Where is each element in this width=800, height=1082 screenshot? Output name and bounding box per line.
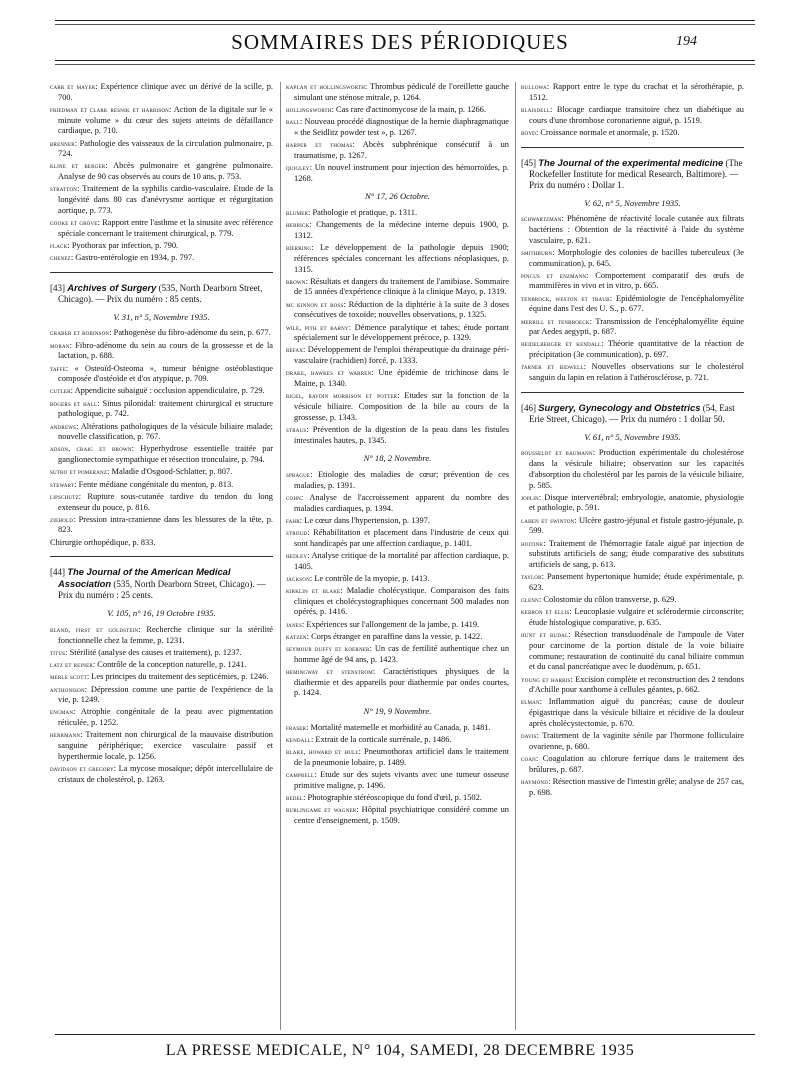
article-entry [286,793,509,804]
article-entry [50,730,273,762]
article-authors: tenbrock, weston et traub [521,293,610,303]
article-entry [50,386,273,397]
article-authors: campbell [286,770,315,780]
article-title: : Démence paralytique et tabes; étude portant spécialement sur le développement précoce, p. 1329. [294,322,509,343]
article-title: : Stérilité (analyse des causes et traitement), p. 1237. [65,647,242,657]
article-entry [50,422,273,443]
article-entry [286,220,509,241]
article-authors: fraser [286,722,307,732]
article-title: : Traitement de la syphilis cardio-vasculaire. Etude de la longévité dans 80 cas d'anévrysme aortique et régurgitation aortique, p. 773. [58,184,273,215]
article-title: : Etiologie des maladies de cœur; prévention de ces maladies, p. 1391. [294,470,509,490]
issue-heading: N° 18, 2 Novembre. [363,453,432,464]
article-entry [286,345,509,366]
article-entry [50,515,273,536]
article-title: : Morphologie des colonies de bacilles tuberculeux (3e communication), p. 645. [529,247,744,268]
article-authors: mc kinnon et ross [286,299,344,309]
article-entry [286,620,509,631]
article-entry [521,777,744,798]
article-title: : Développement de l'emploi thérapeutique du drainage péri-vasculaire (rachidien) forcé, p. 1333. [294,345,509,366]
journal-name: The Journal of the experimental medicine [538,156,724,168]
article-title: : Production expérimentale du cholestérose dans la vésicule biliaire; observation sur les capacités d'absorption du cholestérol par les parois de la vésicule biliaire, p. 585. [529,448,744,490]
article-authors: sutro et pomeranz [50,467,108,477]
article-entry [50,660,273,671]
article-authors: herrmann [50,730,81,740]
article-entry [286,770,509,791]
article-authors: engman [50,707,74,717]
article-authors: anthonison [50,684,85,694]
article-title: : Traitement non chirurgical de la mauvaise distribution sanguine périphérique; exercice vasculaire passif et hyperthermie locale, p. 1256. [58,730,273,761]
column-divider [515,82,516,1030]
article-authors: lahen et swinton [521,515,575,525]
article-entry [286,528,509,549]
issue-heading: V. 61, n° 5, Novembre 1935. [584,431,681,442]
article-authors: stratton [50,184,78,194]
issue-heading: V. 105, n° 16, 19 Octobre 1935. [107,608,216,619]
article-title: : Une épidémie de trichinose dans le Maine, p. 1340. [294,368,509,389]
article-entry [521,697,744,729]
footer-text: LA PRESSE MEDICALE, N° 104, SAMEDI, 28 DECEMBRE 1935 [165,1042,635,1059]
article-entry [286,644,509,665]
article-entry [286,747,509,768]
article-entry [521,362,744,383]
article-entry [286,300,509,321]
article-entry [50,538,273,549]
article-title: : Fente médiane congénitale du menton, p. 813. [74,479,234,489]
article-title: : Pression intra-cranienne dans les blessures de la tête, p. 823. [58,514,273,535]
article-authors: lipschutz [50,491,79,501]
article-title: : Dépression comme une partie de l'expérience de la vie, p. 1249. [58,684,273,705]
article-entry [50,399,273,420]
article-title: : Traitement de la vaginite sénile par l'hormone folliculaire ovarienne, p. 680. [529,731,744,751]
article-title: : Rapport entre l'asthme et la sinusite avec référence spéciale concernant le traitement chirurgical, p. 779. [58,217,274,238]
article-authors: titus [50,647,66,657]
article-authors: andrews [50,421,77,431]
article-entry [521,731,744,752]
article-title: : Recherche clinique sur la stérilité fonctionnelle chez la femme, p. 1231. [58,625,274,645]
article-entry [521,754,744,775]
article-entry [286,516,509,527]
article-entry [521,339,744,360]
article-entry [286,551,509,572]
article-title: : Photographie stéréoscopique du fond d'œil, p. 1502. [303,792,482,802]
article-entry [521,595,744,606]
article-authors: katzen [286,631,307,641]
article-entry [50,444,273,465]
article-entry [521,271,744,292]
article-title: : Mortalité maternelle et morbidité au Canada, p. 1481. [306,722,491,732]
article-entry [521,607,744,628]
article-entry [286,105,509,116]
page-number: 194 [676,34,697,49]
article-entry [50,672,273,683]
separator [521,392,744,393]
article-title: : Altérations pathologiques de la vésicule biliaire malade; nouvelle classification, p. 767. [58,421,273,442]
header-rule [55,60,755,61]
article-entry [521,448,744,491]
article-title: : Prévention de la digestion de la peau dans les fistules intestinales hautes, p. 1345. [294,424,509,445]
article-title: : Pneumothorax artificiel dans le traitement de la pneumonie lobaire, p. 1489. [294,747,509,767]
journal-heading: [43] Archives of Surgery (535, North Dearborn Street, Chicago). — Prix du numéro : 85 cents. [50,281,263,304]
article-title: : Transmission de l'encéphalomyélite équine par Aedes aegypti, p. 687. [529,316,745,337]
top-rule-thin [55,24,755,25]
article-authors: haymond [521,776,549,786]
article-entry [50,105,273,137]
article-title: : Epidémiologie de l'encéphalomyélite équine dans l'est des U. S., p. 677. [529,293,744,314]
article-authors: kline et berger [50,161,106,171]
article-title: : Réduction de la diphtérie à la suite de 3 doses consécutives de toxoïde; nouvelles observations, p. 1325. [294,299,510,320]
article-title: : « Osteoïd-Osteoma », tumeur bénigne ostéoblastique composée d'ostéoïde et d'os atypique, p. 709. [58,363,273,384]
article-authors: bullowa [521,82,547,91]
article-title: : Sinus pilonidal: traitement chirurgical et structure pathologique, p. 742. [58,398,273,419]
article-authors: hedley [286,550,308,560]
article-entry [521,317,744,338]
article-title: : Un nouvel instrument pour injection des hémorroïdes, p. 1268. [294,162,509,183]
article-title: : Gastro-entérologie en 1934, p. 797. [70,253,195,263]
article-authors: harper et thomas [286,140,353,150]
article-title: : Atrophie congénitale de la peau avec pigmentation réticulée, p. 1252. [58,707,273,728]
article-title: : Nouveau procédé diagnostique de la hernie diaphragmatique « the Seidlitz powder test », p. 1267. [294,117,509,137]
article-title: : Rupture sous-cutanée tardive du tendon du long extenseur du pouce, p. 816. [58,491,273,512]
article-entry [50,139,273,160]
article-title: : Pyothorax par infection, p. 790. [67,240,179,250]
article-title: : Blocage cardiaque transitoire chez un diabétique au cours d'une thrombose coronarienne aiguë, p. 1519. [529,104,744,125]
issue-heading: V. 31, n° 5, Novembre 1935. [113,311,210,322]
article-entry [521,214,744,246]
article-authors: friedman et clark resnik et harrison [50,104,169,114]
article-entry [50,364,273,385]
article-entry [286,208,509,219]
article-title: : Résultats et dangers du traitement de l'amibiase. Sommaire de 15 années d'expérience clinique à la clinique Mayo, p. 1319. [294,276,509,297]
article-entry [286,163,509,184]
article-title: : Pathogenèse du fibro-adénome du sein, p. 677. [109,328,271,338]
article-entry [50,492,273,513]
article-entry [286,140,509,161]
article-entry [286,574,509,585]
article-entry [286,82,509,103]
article-title: : Etude sur des sujets vivants avec une tumeur osseuse primitive maligne, p. 1496. [294,770,509,790]
article-title: : Un cas de fertilité authentique chez un homme âgé de 94 ans, p. 1423. [294,644,510,664]
article-title: : Coagulation au chlorure ferrique dans le traitement des brûlures, p. 687. [529,753,744,774]
article-title: : Corps étranger en paraffine dans la vessie, p. 1422. [306,631,483,641]
article-entry [50,161,273,182]
journal-name: Surgery, Gynecology and Obstetrics [538,401,701,413]
article-title: : Résection massive de l'intestin grêle; analyse de 257 cas, p. 698. [529,776,744,797]
article-authors: chenez [50,253,71,263]
article-authors: smithburn [521,247,553,257]
article-authors: hollingsworth [286,104,332,114]
article-authors: quigley [286,162,310,172]
article-entry [50,82,273,103]
article-authors: straus [286,424,307,434]
article-entry [286,723,509,734]
article-authors: ziehold [50,514,74,524]
article-authors: davidson et gregory [50,763,114,773]
article-authors: blake, howard et hull [286,747,359,757]
article-authors: drake, hawkes et warren [286,368,372,378]
article-title: : Abcès subphrénique consécutif à un traumatisme, p. 1267. [294,140,509,160]
article-title: : Maladie d'Osgood-Schlatter, p. 807. [107,467,233,477]
article-entry [50,328,273,339]
article-authors: latz et reiner [50,660,93,670]
article-entry [50,480,273,491]
article-entry [286,470,509,491]
article-authors: moran [50,340,70,350]
article-title: : Expériences sur l'allongement de la jambe, p. 1419. [302,619,480,629]
journal-heading: [45] The Journal of the experimental medicine (The Rockefeller Institute for medical Research, Baltimore). — Prix du numéro : Dollar 1. [521,156,743,190]
article-authors: tarner et bidwell [521,362,584,372]
article-entry [286,117,509,138]
article-authors: merle scott [50,672,87,682]
article-authors: brown [286,276,306,286]
footer-rule [55,1034,755,1035]
article-authors: janes [286,619,303,629]
article-authors: bierring [286,243,312,253]
article-authors: flack [50,240,68,250]
article-authors: hemingway et stenstrom [286,666,373,676]
article-authors: cutler [50,386,71,396]
article-authors: bedel [286,792,304,802]
article-entry [521,493,744,514]
article-title: : Contrôle de la conception naturelle, p. 1241. [92,660,247,670]
article-entry [50,253,273,264]
article-authors: kaplan et hollingsworth [286,82,366,91]
column-divider [280,82,281,1030]
article-authors: carr et mayer [50,82,96,91]
article-authors: stroud [286,528,308,538]
article-title: : Les principes du traitement des septicémies, p. 1246. [86,672,269,682]
article-authors: kebron et ellis [521,607,570,617]
article-entry [50,648,273,659]
article-authors: schwartzman [521,214,562,224]
article-entry [50,218,273,239]
article-entry [521,675,744,696]
article-title: : Excision complète et reconstruction des 2 tendons d'Achille pour xanthome à cellules géantes, p. 662. [529,674,745,695]
article-title: : Extrait de la corticale surrénale, p. 1486. [311,734,452,744]
article-entry [286,667,509,699]
article-title: : Ulcère gastro-jéjunal et fistule gastro-jéjunale, p. 599. [529,515,744,536]
article-authors: boyd [521,127,536,137]
article-title: : Le cœur dans l'hypertension, p. 1397. [299,515,430,525]
issue-heading: V. 62, n° 5, Novembre 1935. [584,197,681,208]
article-authors: glenn [521,595,539,605]
article-title: : Thrombus pédiculé de l'oreillette gauche simulant une sténose mitrale, p. 1264. [294,82,509,102]
article-entry [286,368,509,389]
article-authors: hunt et budal [521,630,569,640]
article-authors: brenner [50,138,75,148]
article-authors: sprague [286,470,311,479]
article-authors: graber et robinson [50,328,110,338]
article-authors: seymour duffy et koerner [286,644,370,654]
article-title: : Caractéristiques physiques de la diathermie et des appareils pour diathermie par ondes courtes, p. 1424. [294,666,509,698]
article-entry [286,277,509,298]
separator [521,147,744,148]
article-authors: jackson [286,573,310,583]
article-entry [286,323,509,344]
article-title: : Maladie cholécystique. Comparaison des faits cliniques et cholécystographiques concernant 500 malades non opérés, p. 1416. [294,586,509,617]
article-authors: gooke et grove [50,217,98,227]
article-title: : Hôpital psychiatrique considéré comme un centre d'enseignement, p. 1509. [294,805,509,825]
article-title: : Inflammation aiguë du pancréas; cause de douleur épigastrique dans la vésicule biliaire et récidive de la douleur après cholécystectomie, p. 670. [529,697,744,728]
article-entry [521,516,744,537]
article-authors: adson, craig et brown [50,444,132,454]
article-entry [286,735,509,746]
article-title: : Rapport entre le type du crachat et la sérothérapie, p. 1512. [529,82,744,102]
article-title: Chirurgie orthopédique, p. 833. [50,537,156,547]
article-title: : La mycose mosaïque; dépôt intercellulaire de cristaux de cholestérol, p. 1263. [58,763,273,784]
article-entry [521,82,744,103]
article-authors: hoitink [521,538,544,548]
journal-heading: [44] The Journal of the American Medical Association (535, North Dearborn Street, Chicago). — Prix du numéro : 25 cents. [50,566,266,601]
article-title: : Théorie quantitative de la réaction de précipitation (3e communication), p. 697. [529,339,744,360]
article-authors: rogers et hall [50,398,98,408]
article-title: : Phénomène de réactivité locale cutanée aux filtrats bactériens : Obtention de la réactivité à l'aide du système vasculaire, p. 621. [529,214,744,245]
article-authors: bland, first et goldstein [50,625,139,635]
article-entry [521,294,744,315]
article-authors: fahr [286,515,300,525]
journal-heading: [46] Surgery, Gynecology and Obstetrics (54, East Erie Street, Chicago). — Prix du numéro : 1 dollar 50. [521,401,735,424]
column-left [50,82,273,787]
article-authors: merrill et tenbroeck [521,316,590,326]
article-title: : Appendicite subaiguë : occlusion appendiculaire, p. 729. [70,386,265,396]
article-authors: elman [521,697,540,707]
journal-name: Archives of Surgery [67,281,157,293]
article-authors: burlingame et wagner [286,805,357,815]
issue-heading: N° 17, 26 Octobre. [365,191,430,202]
article-title: : Comportement comparatif des œufs de mammifères in vivo et in vitro, p. 665. [529,270,744,291]
article-title: : Traitement de l'hémorragie fatale aiguë par injection de substituts artificiels de sang; étude comparative des substituts artificiels de sang, p. 613. [529,538,744,569]
article-title: : Analyse de l'accroissement apparent du nombre des maladies cardiaques, p. 1394. [294,492,509,513]
article-title: : Abcès pulmonaire et gangrène pulmonaire. Analyse de 90 cas observés au cours de 10 ans, p. 753. [58,161,273,182]
article-authors: blaisdell [521,104,551,114]
article-title: : Leucoplasie vulgaire et sclérodermie circonscrite; étude histologique comparative, p. 635. [529,607,744,628]
article-authors: heidelberger et kendall [521,339,602,349]
article-title: : Hyperhydrose essentielle traitée par ganglionectomie sympathique et résection tronculaire, p. 794. [58,444,273,465]
article-entry [521,572,744,593]
article-authors: joplin [521,492,539,502]
issue-heading: N° 19, 9 Novembre. [363,706,432,717]
article-title: : Croissance normale et anormale, p. 1520. [535,127,680,137]
article-title: : Action de la digitale sur le « minute volume » du cœur des sujets atteints de défaillance cardiaque, p. 710. [58,104,273,136]
article-entry [286,243,509,275]
article-entry [521,128,744,139]
article-title: : Colostomie du côlon transverse, p. 629. [538,595,677,605]
article-entry [521,539,744,571]
article-entry [286,425,509,446]
article-title: : Nouvelles observations sur le cholestérol sanguin du lapin en relation à l'athérosclérose, p. 721. [529,362,744,383]
article-title: : Le contrôle de la myopie, p. 1413. [309,573,430,583]
article-entry [286,493,509,514]
article-title: : Etudes sur la fonction de la vésicule biliaire. Composition de la bile au cours de la grossesse, p. 1343. [294,391,509,422]
article-title: : Pansement hypertonique humide; étude expérimentale, p. 623. [529,572,744,592]
article-title: : Pathologie et pratique, p. 1311. [308,208,418,218]
article-authors: coan [521,753,536,763]
article-entry [286,586,509,618]
article-entry [50,341,273,362]
article-entry [50,685,273,706]
column-middle [286,82,509,828]
article-entry [50,764,273,785]
article-entry [50,467,273,478]
article-entry [50,241,273,252]
header-rule-thin [55,64,755,65]
article-entry [521,248,744,269]
article-title: : Analyse critique de la mortalité par affection cardiaque, p. 1405. [294,550,509,571]
article-entry [521,105,744,126]
article-entry [50,707,273,728]
journal-name: The Journal of the American Medical Association [58,566,231,590]
article-authors: young et harris [521,674,571,684]
article-authors: herrick [286,220,310,230]
article-authors: kirklin et blake [286,586,341,596]
article-authors: stewart [50,479,75,489]
article-entry [286,391,509,423]
article-entry [286,632,509,643]
article-authors: taylor [521,572,542,582]
article-authors: davis [521,731,537,741]
article-authors: rigel, ravdin morrison et potter [286,391,398,401]
column-right [521,82,744,800]
article-title: : Disque intervertébral; embryologie, anatomie, physiologie et pathologie, p. 591. [529,492,744,513]
article-authors: rousselot et baumann [521,448,593,458]
article-title: : Expérience clinique avec un dérivé de la scille, p. 700. [58,82,273,102]
article-entry [50,184,273,216]
article-authors: blumer [286,208,309,218]
article-authors: refax [286,345,304,355]
separator [50,272,273,273]
article-authors: pincus et enzmann [521,270,587,280]
separator [50,556,273,557]
article-entry [50,625,273,646]
article-title: : Réhabilitation et placement dans l'industrie de ceux qui sont handicapés par une affection cardiaque, p. 1401. [294,528,509,548]
article-title: : Le développement de la pathologie depuis 1900; références spéciales concernant les affections néoplasiques, p. 1315. [294,243,509,274]
article-entry [286,805,509,826]
article-entry [521,630,744,673]
article-authors: ball [286,117,300,127]
article-title: : Fibro-adénome du sein au cours de la grossesse et de la lactation, p. 688. [58,340,273,361]
top-rule [55,20,755,21]
page-title: SOMMAIRES DES PÉRIODIQUES [231,30,569,54]
article-title: : Résection transduodénale de l'ampoule de Vater pour carcinome de la portion distale de la voie biliaire commune; restauration de continuité du canal biliaire commun et du canal pancréatique avec le duodénum, p. 651. [529,630,744,672]
article-authors: kendall [286,734,312,744]
article-title: : Pathologie des vaisseaux de la circulation pulmonaire, p. 724. [58,138,273,159]
article-authors: taffe [50,363,66,373]
article-authors: wile, pith et barny [286,322,349,332]
article-authors: cohn [286,492,301,502]
article-title: : Cas rare d'actinomycose de la main, p. 1266. [331,104,486,114]
article-title: : Changements de la médecine interne depuis 1900, p. 1312. [294,220,509,240]
